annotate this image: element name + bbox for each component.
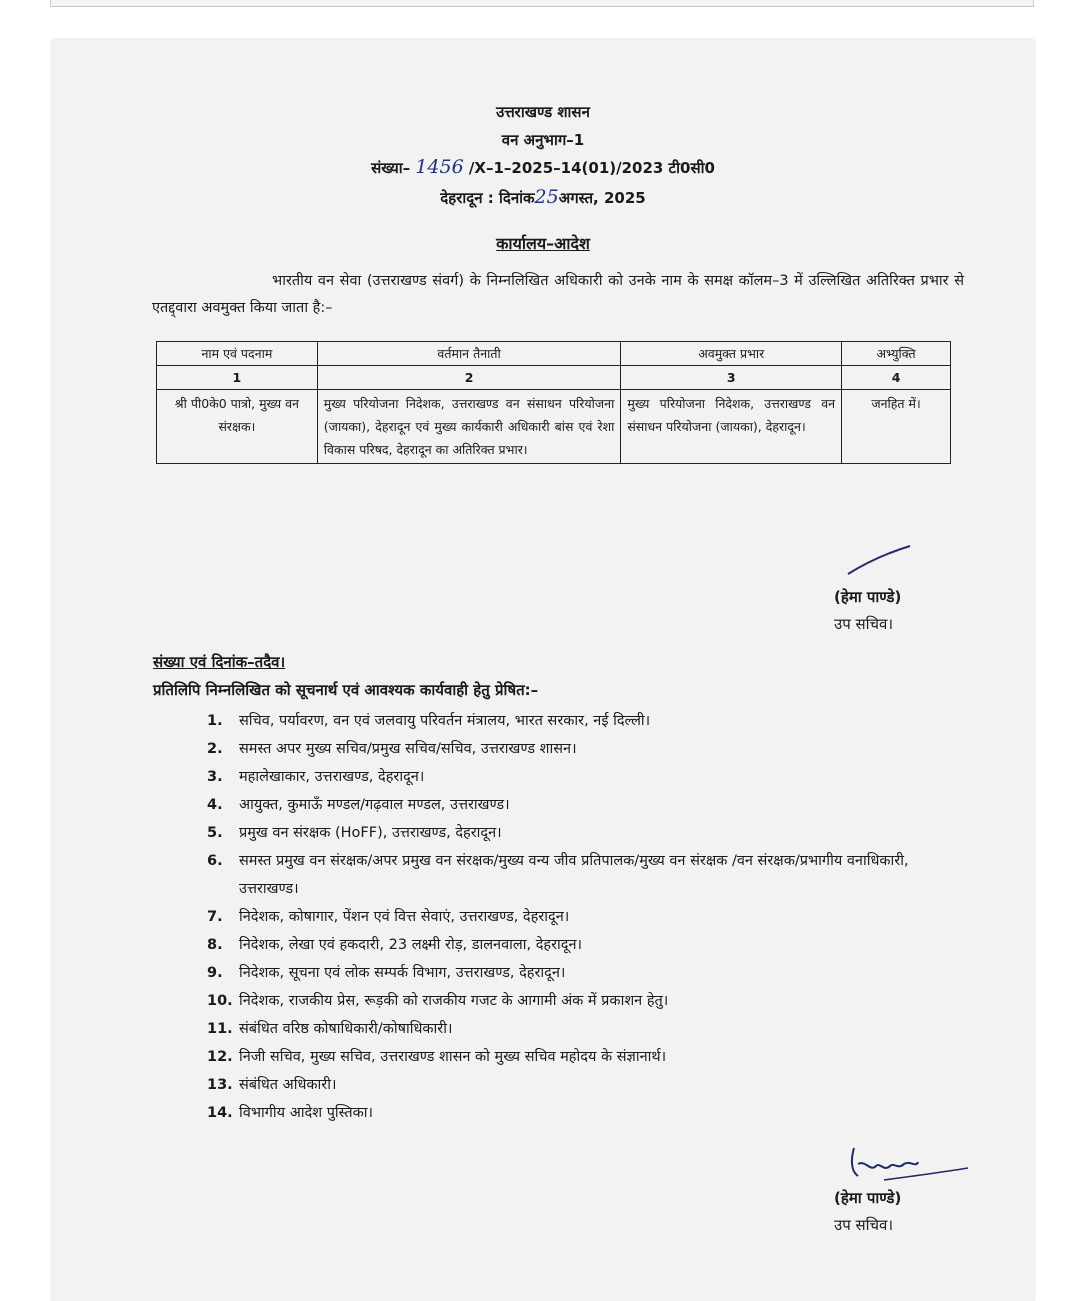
current-posting-cell: मुख्य परियोजना निदेशक, उत्तराखण्ड वन संसाधन परियोजना (जायका), देहरादून एवं मुख्य कार्यकारी अधिकारी बांस एवं रेशा विकास परिषद, देहरादून का अतिरिक्त प्रभार। <box>317 390 621 464</box>
order-date-handwritten: 25 <box>534 186 559 208</box>
signatory-designation: उप सचिव। <box>834 615 894 633</box>
column-number: 1 <box>157 366 318 390</box>
copy-intro: प्रतिलिपि निम्नलिखित को सूचनार्थ एवं आवश्यक कार्यवाही हेतु प्रेषित:– <box>153 681 539 699</box>
document-page <box>52 40 1034 1301</box>
government-name: उत्तराखण्ड शासन <box>496 103 590 121</box>
document-title: कार्यालय–आदेश <box>496 234 590 253</box>
previous-page-edge <box>50 0 1034 7</box>
list-item: 8. निदेशक, लेखा एवं हकदारी, 23 लक्ष्मी रोड़, डालनवाला, देहरादून। <box>207 937 583 953</box>
table-header-cell: नाम एवं पदनाम <box>157 342 318 366</box>
signatory-name: (हेमा पाण्डे) <box>834 1189 902 1207</box>
order-number-prefix: संख्या– <box>371 159 411 177</box>
remarks-cell: जनहित में। <box>842 390 951 464</box>
list-item: 10. निदेशक, राजकीय प्रेस, रूड़की को राजकीय गजट के आगामी अंक में प्रकाशन हेतु। <box>207 993 669 1009</box>
column-number: 4 <box>842 366 951 390</box>
section-name: वन अनुभाग–1 <box>501 131 585 149</box>
intro-paragraph: भारतीय वन सेवा (उत्तराखण्ड संवर्ग) के निम्नलिखित अधिकारी को उनके नाम के समक्ष कॉलम–3 में उल्लिखित अतिरिक्त प्रभार से एतद्द्वारा अवमुक्त किया जाता है:– <box>152 273 964 316</box>
list-item: 5. प्रमुख वन संरक्षक (HoFF), उत्तराखण्ड, देहरादून। <box>207 825 502 841</box>
signature-stroke <box>844 540 914 580</box>
list-item: 7. निदेशक, कोषागार, पेंशन एवं वित्त सेवाएं, उत्तराखण्ड, देहरादून। <box>207 909 570 925</box>
list-item: 1. सचिव, पर्यावरण, वन एवं जलवायु परिवर्तन मंत्रालय, भारत सरकार, नई दिल्ली। <box>207 713 651 729</box>
order-number-handwritten: 1456 <box>415 156 464 178</box>
table-header-row <box>157 342 951 366</box>
column-number: 3 <box>621 366 842 390</box>
order-table <box>156 341 951 464</box>
signatory-name: (हेमा पाण्डे) <box>834 588 902 606</box>
recipient-list <box>207 707 957 1127</box>
list-item: 6. समस्त प्रमुख वन संरक्षक/अपर प्रमुख वन संरक्षक/मुख्य वन्य जीव प्रतिपालक/मुख्य वन संरक्षक /वन संरक्षक/प्रभागीय वनाधिकारी, उत्तराखण्ड। <box>207 853 909 897</box>
order-date <box>52 186 1034 208</box>
order-date-suffix: अगस्त, 2025 <box>558 189 646 207</box>
table-header-cell: अवमुक्त प्रभार <box>621 342 842 366</box>
list-item: 12. निजी सचिव, मुख्य सचिव, उत्तराखण्ड शासन को मुख्य सचिव महोदय के संज्ञानार्थ। <box>207 1049 667 1065</box>
list-item: 4. आयुक्त, कुमाऊँ मण्डल/गढ़वाल मण्डल, उत्तराखण्ड। <box>207 797 510 813</box>
order-date-prefix: देहरादून : दिनांक <box>440 189 535 207</box>
signature-block <box>834 587 901 634</box>
table-row <box>157 390 951 464</box>
order-number <box>52 156 1034 178</box>
officer-name-cell: श्री पी0के0 पात्रो, मुख्य वन संरक्षक। <box>157 390 318 464</box>
list-item: 2. समस्त अपर मुख्य सचिव/प्रमुख सचिव/सचिव, उत्तराखण्ड शासन। <box>207 741 577 757</box>
order-number-suffix: /X–1–2025–14(01)/2023 टी0सी0 <box>468 159 715 177</box>
signatory-designation: उप सचिव। <box>834 1216 894 1234</box>
signature-block-2 <box>834 1188 901 1235</box>
list-item: 13. संबंधित अधिकारी। <box>207 1077 337 1093</box>
signature-scribble <box>844 1142 974 1186</box>
list-item: 14. विभागीय आदेश पुस्तिका। <box>207 1105 373 1121</box>
relieved-charge-cell: मुख्य परियोजना निदेशक, उत्तराखण्ड वन संसाधन परियोजना (जायका), देहरादून। <box>621 390 842 464</box>
table-header-cell: वर्तमान तैनाती <box>317 342 621 366</box>
list-item: 9. निदेशक, सूचना एवं लोक सम्पर्क विभाग, उत्तराखण्ड, देहरादून। <box>207 965 566 981</box>
column-number: 2 <box>317 366 621 390</box>
table-column-number-row <box>157 366 951 390</box>
copy-heading: संख्या एवं दिनांक–तदैव। <box>153 653 286 671</box>
list-item: 11. संबंधित वरिष्ठ कोषाधिकारी/कोषाधिकारी। <box>207 1021 453 1037</box>
table-header-cell: अभ्युक्ति <box>842 342 951 366</box>
list-item: 3. महालेखाकार, उत्तराखण्ड, देहरादून। <box>207 769 425 785</box>
